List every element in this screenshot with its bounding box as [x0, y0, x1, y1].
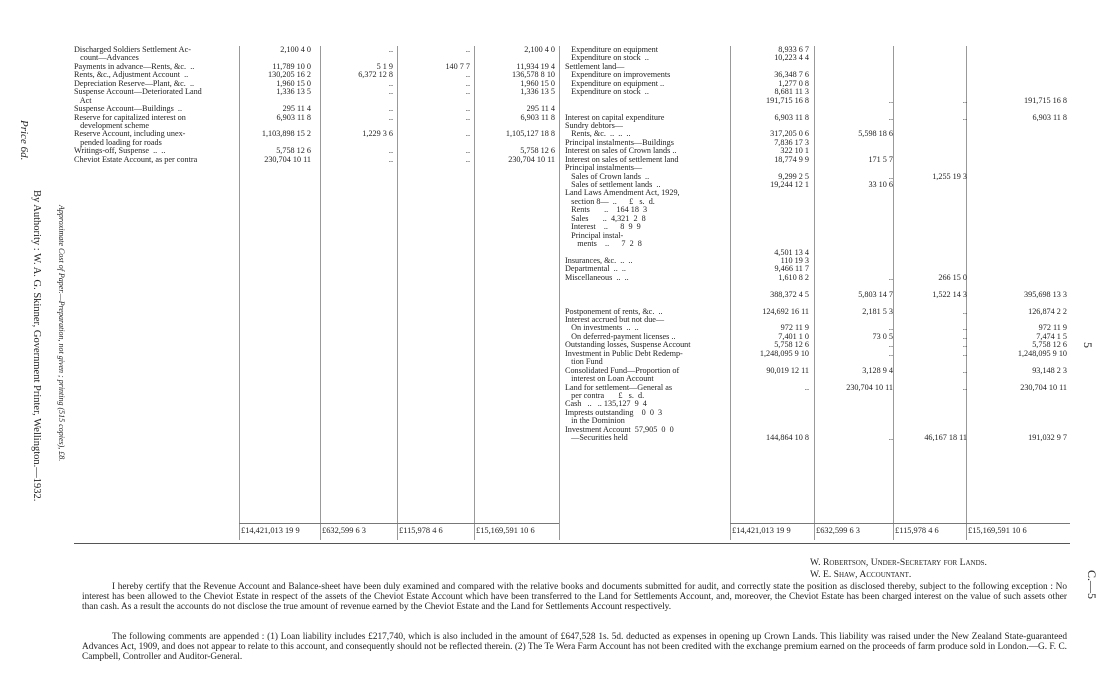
row-description: Suspense Account—Deteriorated Land [74, 87, 202, 97]
price-text: Price 6d. [18, 120, 30, 161]
amount-a: 4,501 13 4 [774, 247, 809, 257]
row-description: Investment in Public Debt Redemp- [565, 348, 683, 358]
amount-b: 73 0 5 [872, 331, 893, 341]
left-total-a: £14,421,013 19 9 [241, 526, 300, 535]
amount-a: 322 10 1 [780, 146, 809, 156]
row-description: Reserve for capitalized interest on [74, 112, 186, 122]
amount-t: 11,934 19 4 [516, 61, 555, 71]
row-description: Rents .. 164 18 3 [565, 205, 648, 215]
amount-a: 90,019 12 11 [766, 365, 809, 375]
row-description: On investments .. .. [565, 323, 639, 333]
row-description: —Securities held [565, 433, 628, 443]
row-description: development scheme [74, 120, 150, 130]
row-description: Expenditure on equipment [565, 45, 658, 54]
table-row [565, 426, 1065, 434]
table-row [565, 282, 1065, 290]
amount-c: .. [465, 70, 470, 80]
amount-a: 9,299 2 5 [778, 171, 809, 181]
amount-b: .. [888, 323, 893, 333]
row-description: Sales .. 4,321 2 8 [565, 213, 646, 223]
table-row [565, 409, 1065, 417]
amount-t: 1,248,095 9 10 [1017, 348, 1067, 358]
amount-a: 1,103,898 15 2 [261, 129, 311, 139]
table-row [565, 54, 1065, 62]
amount-b: 171 5 7 [868, 154, 893, 164]
amount-b: 5 1 9 [376, 61, 393, 71]
audit-certificate: I hereby certify that the Revenue Account and Balance-sheet have been duly examined and compared with the relative books and documents submitted for audit, and correctly state the position as disclosed thereby, subject to the following exception : No interest has been allowed to the Cheviot Estate in respect of the assets of the Cheviot Estate Account which have been transferred to the Land for Settlements Account, and, moreover, the Cheviot Estate has been charged interest on the value of such assets other than cash. As a result the accounts do not disclose the true amount of revenue earned by the Cheviot Estate and the Land for Settlements Account respectively. [82, 582, 1067, 613]
amount-b: .. [888, 112, 893, 122]
amount-a: 1,960 15 0 [276, 78, 311, 88]
amount-c: 46,167 18 11 [924, 433, 967, 443]
row-description: Departmental .. .. [565, 264, 626, 274]
amount-c: .. [465, 87, 470, 97]
row-description: Depreciation Reserve—Plant, &c. .. [74, 78, 195, 88]
row-description: Sales of settlement lands .. [565, 180, 661, 189]
amount-t: 5,758 12 6 [520, 146, 555, 156]
amount-t: 93,148 2 3 [1032, 365, 1067, 375]
amount-b: .. [888, 340, 893, 350]
right-total-a: £14,421,013 19 9 [732, 526, 791, 535]
amount-b: .. [888, 348, 893, 358]
amount-a: 1,336 13 5 [276, 87, 311, 97]
table-row [565, 223, 1065, 231]
amount-b: 5,803 14 7 [858, 289, 893, 299]
table-row [565, 97, 1065, 105]
table-bottom-rule [74, 543, 1070, 544]
left-total-t: £15,169,591 10 6 [476, 526, 535, 535]
amount-c: .. [465, 154, 470, 164]
row-description: Rents, &c. .. .. .. [565, 129, 631, 139]
amount-t: 5,758 12 6 [1032, 340, 1067, 350]
amount-t: 230,704 10 11 [508, 154, 555, 164]
amount-c: .. [962, 112, 967, 122]
amount-a: 388,372 4 5 [770, 289, 809, 299]
amount-b: 3,128 9 4 [862, 365, 893, 375]
row-description: Interest accrued but not due— [565, 315, 665, 324]
table-row [74, 156, 559, 164]
amount-b: .. [388, 112, 393, 122]
right-total-c: £115,978 4 6 [895, 526, 939, 535]
table-row [74, 46, 559, 54]
row-description: Suspense Account—Buildings .. [74, 104, 183, 114]
amount-t: 295 11 4 [526, 104, 555, 114]
amount-c: .. [465, 104, 470, 114]
row-description: Act [74, 95, 92, 105]
table-row [565, 316, 1065, 324]
table-row [565, 88, 1065, 96]
row-description: Consolidated Fund—Proportion of [565, 365, 680, 375]
amount-t: 6,903 11 8 [1032, 112, 1067, 122]
amount-a: 18,774 9 9 [774, 154, 809, 164]
amount-t: 1,105,127 18 8 [505, 129, 555, 139]
amount-b: 5,598 18 6 [858, 129, 893, 139]
row-description: Principal instalments— [565, 163, 643, 173]
amount-a: 124,692 16 11 [762, 306, 809, 316]
table-row [565, 122, 1065, 130]
amount-c: .. [465, 129, 470, 139]
amount-c: .. [465, 78, 470, 88]
amount-c: 140 7 7 [445, 61, 470, 71]
row-description: in the Dominion [565, 416, 625, 426]
amount-a: 191,715 16 8 [766, 95, 809, 105]
liabilities-table [74, 46, 559, 164]
row-description: Discharged Soldiers Settlement Ac- [74, 45, 191, 54]
total-rule [239, 523, 559, 524]
row-description: tion Fund [565, 357, 603, 367]
signature-accountant: W. E. Shaw, Accountant. [810, 569, 912, 580]
row-description: Interest on sales of settlement land [565, 154, 679, 164]
left-total-b: £632,599 6 3 [322, 526, 366, 535]
row-description: Rents, &c., Adjustment Account .. [74, 70, 189, 80]
total-rule [730, 523, 1070, 524]
row-description: Interest on sales of Crown lands .. [565, 146, 677, 156]
amount-a: 11,789 10 0 [272, 61, 311, 71]
row-description: per contra £ s. d. [565, 390, 645, 400]
amount-b: .. [388, 45, 393, 54]
left-total-c: £115,978 4 6 [399, 526, 443, 535]
amount-c: 266 15 0 [938, 272, 967, 282]
document-ref: C.—5 [1085, 570, 1099, 600]
row-description: Interest on capital expenditure [565, 112, 665, 122]
row-description: Land for settlement—General as [565, 382, 673, 392]
amount-a: 1,610 8 2 [778, 272, 809, 282]
row-description: Expenditure on equipment .. [565, 78, 665, 88]
amount-b: 33 10 6 [868, 180, 893, 189]
row-description: Principal instal- [565, 230, 624, 240]
amount-c: .. [962, 95, 967, 105]
amount-a: 7,401 1 0 [778, 331, 809, 341]
amount-a: 5,758 12 6 [774, 340, 809, 350]
table-row [565, 114, 1065, 122]
row-description: Imprests outstanding 0 0 3 [565, 407, 663, 417]
table-row [74, 88, 559, 96]
cost-note: Approximate Cost of Paper.—Preparation, not given ; printing (515 copies), £8. [57, 205, 66, 462]
amount-c: .. [465, 45, 470, 54]
amount-b: .. [388, 154, 393, 164]
amount-a: 5,758 12 6 [276, 146, 311, 156]
row-description: Postponement of rents, &c. .. [565, 306, 663, 316]
row-description: Cash .. .. 135,127 9 4 [565, 399, 647, 409]
amount-b: .. [388, 87, 393, 97]
row-description: Principal instalments—Buildings [565, 137, 674, 147]
row-description: Reserve Account, including unex- [74, 129, 186, 139]
amount-b: .. [888, 433, 893, 443]
row-description: Cheviot Estate Account, as per contra [74, 154, 198, 164]
assets-table [565, 46, 1065, 443]
row-description: count—Advances [74, 53, 139, 63]
amount-a: 7,836 17 3 [774, 137, 809, 147]
row-description: Insurances, &c. .. .. [565, 255, 633, 265]
amount-t: 191,715 16 8 [1024, 95, 1067, 105]
printer-imprint: By Authority : W. A. G. Skinner, Government Printer, Wellington.—1932. [31, 190, 42, 502]
amount-a: 144,864 10 8 [766, 433, 809, 443]
amount-t: 972 11 9 [1038, 323, 1067, 333]
amount-a: 972 11 9 [780, 323, 809, 333]
amount-b: .. [388, 78, 393, 88]
table-row [565, 274, 1065, 282]
amount-c: .. [962, 306, 967, 316]
right-total-b: £632,599 6 3 [816, 526, 860, 535]
amount-a: 110 19 3 [780, 255, 809, 265]
amount-a: 317,205 0 6 [770, 129, 809, 139]
amount-t: 230,704 10 11 [1020, 382, 1067, 392]
amount-a: 6,903 11 8 [276, 112, 311, 122]
row-description: Sundry debtors— [565, 120, 623, 130]
amount-t: 126,874 2 2 [1028, 306, 1067, 316]
amount-a: 36,348 7 6 [774, 70, 809, 80]
amount-t: 191,032 9 7 [1028, 433, 1067, 443]
column-rule [559, 46, 560, 540]
amount-a: 10,223 4 4 [774, 53, 809, 63]
row-description: Payments in advance—Rents, &c. .. [74, 61, 195, 71]
table-row [565, 257, 1065, 265]
amount-t: 395,698 13 3 [1024, 289, 1067, 299]
amount-a: .. [804, 382, 809, 392]
row-description: interest on Loan Account [565, 374, 654, 384]
row-description: Expenditure on stock .. [565, 53, 649, 63]
right-total-t: £15,169,591 10 6 [968, 526, 1027, 535]
row-description: Interest .. 8 9 9 [565, 222, 641, 232]
amount-a: 8,933 6 7 [778, 45, 809, 54]
table-row [565, 291, 1065, 299]
row-description: Miscellaneous .. .. [565, 272, 629, 282]
audit-comments: The following comments are appended : (1) Loan liability includes £217,740, which is also included in the amount of £647,528 1s. 5d. deducted as expenses in opening up Crown Lands. This liability was raised under the New Zealand State-guaranteed Advances Act, 1909, and does not appear to relate to this account, and consequently should not be reflected therein. (2) The Te Wera Farm Account has not been credited with the exchange premium earned on the proceeds of farm produce sold in London.—G. F. C. Campbell, Controller and Auditor-General. [82, 632, 1067, 663]
amount-t: 1,960 15 0 [520, 78, 555, 88]
amount-b: 230,704 10 11 [846, 382, 893, 392]
amount-b: .. [888, 272, 893, 282]
amount-a: 8,681 11 3 [774, 87, 809, 97]
table-row [565, 434, 1065, 442]
table-row [565, 350, 1065, 358]
amount-b: .. [388, 146, 393, 156]
row-description: section 8— .. £ s. d. [565, 196, 655, 206]
amount-c: 1,522 14 3 [932, 289, 967, 299]
row-description: Sales of Crown lands .. [565, 171, 650, 181]
amount-t: 7,474 1 5 [1036, 331, 1067, 341]
amount-c: .. [962, 323, 967, 333]
amount-b: 2,181 5 3 [862, 306, 893, 316]
amount-b: 1,229 3 6 [362, 129, 393, 139]
amount-t: 1,336 13 5 [520, 87, 555, 97]
amount-c: .. [962, 382, 967, 392]
row-description: pended loading for roads [74, 137, 162, 147]
amount-c: .. [465, 146, 470, 156]
row-description: Expenditure on improvements [565, 70, 671, 80]
amount-a: 6,903 11 8 [774, 112, 809, 122]
amount-b: .. [388, 104, 393, 114]
amount-a: 130,205 16 2 [268, 70, 311, 80]
row-description: Land Laws Amendment Act, 1929, [565, 188, 680, 198]
row-description: On deferred-payment licenses .. [565, 331, 676, 341]
page-number: 5 [1081, 342, 1095, 348]
row-description: Outstanding losses, Suspense Account [565, 340, 691, 350]
amount-t: 2,100 4 0 [524, 45, 555, 54]
amount-b: 6,372 12 8 [358, 70, 393, 80]
table-row [565, 240, 1065, 248]
amount-c: .. [962, 331, 967, 341]
amount-c: 1,255 19 3 [932, 171, 967, 181]
table-row [565, 265, 1065, 273]
amount-c: .. [962, 365, 967, 375]
row-description: Writings-off, Suspense .. .. [74, 146, 166, 156]
table-row [565, 249, 1065, 257]
row-description: Expenditure on stock .. [565, 87, 649, 97]
row-description: Settlement land— [565, 61, 625, 71]
amount-a: 1,277 0 8 [778, 78, 809, 88]
amount-a: 230,704 10 11 [264, 154, 311, 164]
amount-a: 2,100 4 0 [280, 45, 311, 54]
amount-b: .. [888, 95, 893, 105]
amount-c: .. [465, 112, 470, 122]
amount-c: .. [962, 340, 967, 350]
amount-c: .. [962, 348, 967, 358]
amount-b: .. [888, 171, 893, 181]
signature-under-secretary: W. Robertson, Under-Secretary for Lands. [810, 557, 987, 568]
row-description: ments .. 7 2 8 [565, 239, 642, 249]
row-description: Investment Account 57,905 0 0 [565, 424, 674, 434]
amount-a: 1,248,095 9 10 [759, 348, 809, 358]
amount-t: 6,903 11 8 [520, 112, 555, 122]
amount-a: 9,466 11 7 [774, 264, 809, 274]
amount-a: 295 11 4 [282, 104, 311, 114]
amount-a: 19,244 12 1 [770, 180, 809, 189]
amount-t: 136,578 8 10 [512, 70, 555, 80]
